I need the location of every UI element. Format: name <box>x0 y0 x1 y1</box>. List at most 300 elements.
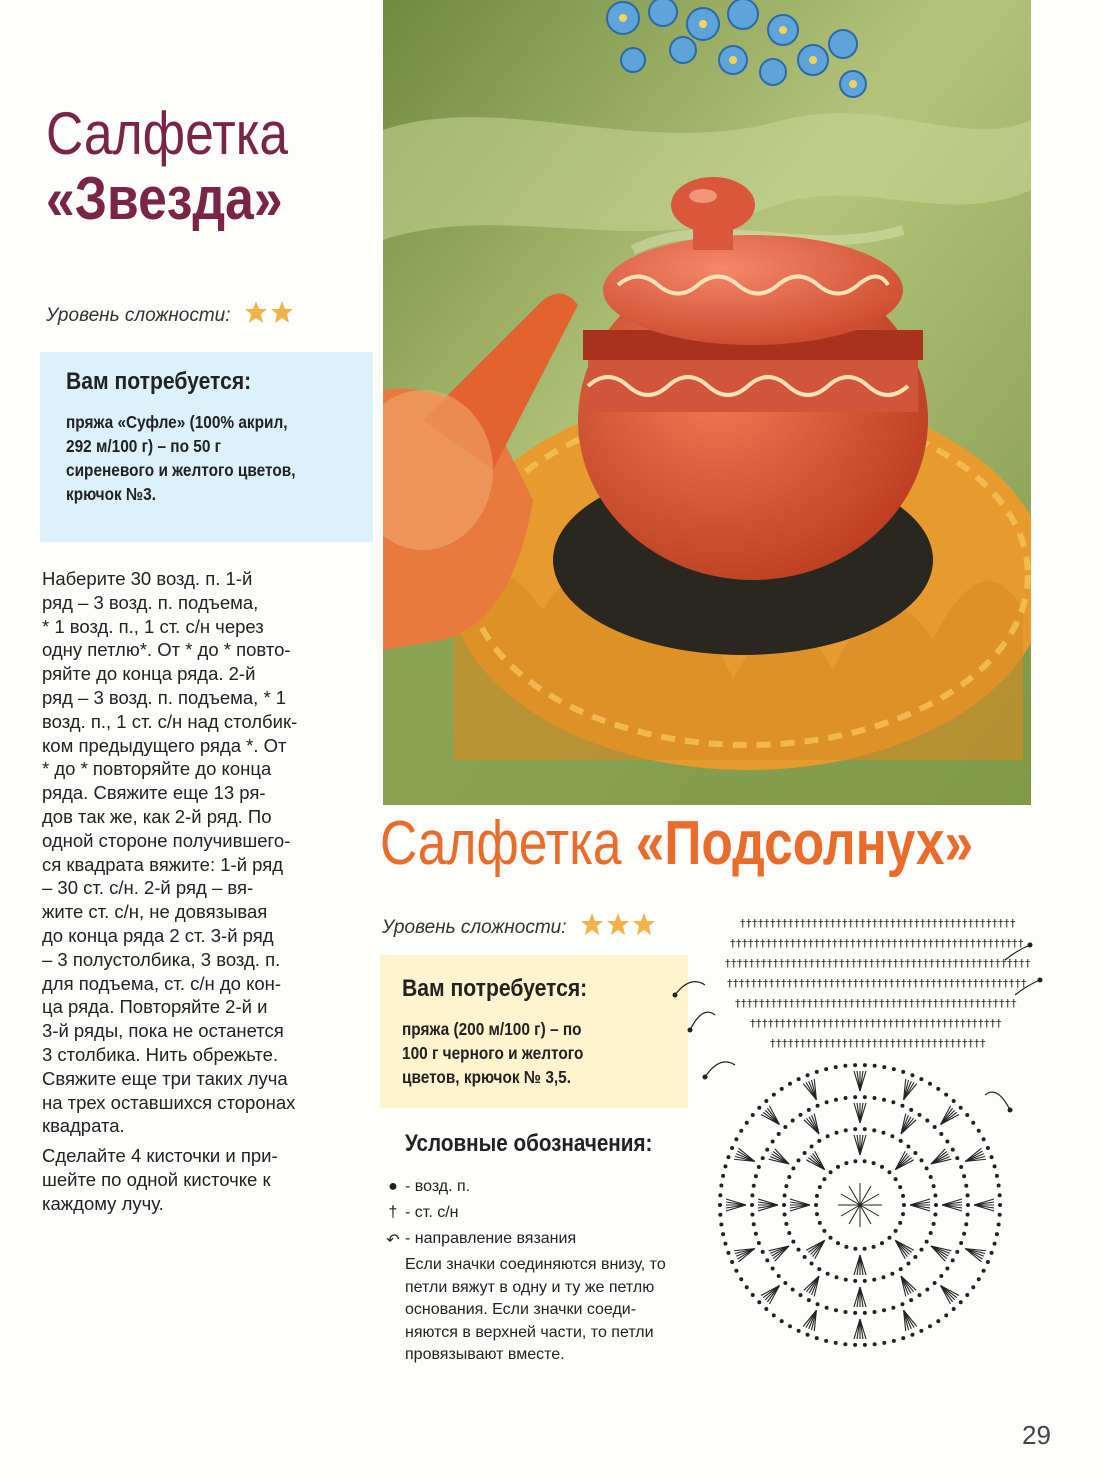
stitch-mark: † <box>925 977 931 990</box>
stitch-mark: † <box>1007 957 1013 970</box>
chain-dot <box>906 1144 910 1148</box>
stitch-mark: † <box>850 937 856 950</box>
instruction-line: квадрата. <box>42 1115 125 1137</box>
stitch-mark: † <box>756 1017 762 1030</box>
stitch-mark: † <box>940 937 946 950</box>
chain-dot <box>965 1113 969 1117</box>
stitch-mark: † <box>828 1017 834 1030</box>
stitch-mark: † <box>997 977 1003 990</box>
materials-line: цветов, крючок № 3,5. <box>402 1067 572 1087</box>
stitch-fan <box>854 1071 866 1091</box>
stitch-mark: † <box>796 937 802 950</box>
chain-dot <box>807 1108 811 1112</box>
arrow-head <box>703 1075 708 1080</box>
stitch-mark: † <box>1003 977 1009 990</box>
stitch-mark: † <box>742 937 748 950</box>
stitch-fan <box>891 1236 914 1259</box>
stitch-mark: † <box>822 1017 828 1030</box>
page-number: 29 <box>1022 1420 1051 1450</box>
chain-dot <box>872 1310 876 1314</box>
stitch-mark: † <box>748 937 754 950</box>
star-title-line2: «Звезда» <box>46 164 283 232</box>
chain-dot <box>910 1333 914 1337</box>
chain-dot <box>797 1158 801 1162</box>
stitch-mark: † <box>980 1037 986 1050</box>
stitch-fan <box>761 1281 784 1304</box>
stitch-mark: † <box>978 1017 984 1030</box>
stitch-mark: † <box>878 917 884 930</box>
stitch-mark: † <box>807 997 813 1010</box>
stitch-mark: † <box>922 937 928 950</box>
chain-dot <box>765 1258 769 1262</box>
stitch-mark: † <box>818 917 824 930</box>
stitch-mark: † <box>816 1017 822 1030</box>
chain-dot <box>810 1144 814 1148</box>
stitch-mark: † <box>894 1017 900 1030</box>
chain-dot <box>863 1247 867 1251</box>
stitch-mark: † <box>757 977 763 990</box>
chain-dot <box>745 1285 749 1289</box>
chain-dot <box>844 1128 848 1132</box>
stitch-mark: † <box>916 937 922 950</box>
stitch-mark: † <box>741 997 747 1010</box>
stitch-mark: † <box>794 1037 800 1050</box>
chain-dot <box>995 1174 999 1178</box>
chain-dot <box>825 1306 829 1310</box>
stitch-mark: † <box>902 1037 908 1050</box>
chain-dot <box>784 1222 788 1226</box>
stitch-mark: † <box>862 937 868 950</box>
stitch-mark: † <box>952 937 958 950</box>
chain-dot <box>835 1275 839 1279</box>
chain-dot <box>750 1213 754 1217</box>
stitch-mark: † <box>859 977 865 990</box>
stitch-mark: † <box>874 937 880 950</box>
stitch-mark: † <box>875 957 881 970</box>
stitch-mark: † <box>776 917 782 930</box>
stitch-mark: † <box>837 997 843 1010</box>
chain-dot <box>933 1193 937 1197</box>
stitch-mark: † <box>806 917 812 930</box>
chain-dot <box>772 1093 776 1097</box>
stitch-mark: † <box>812 917 818 930</box>
sunflower-difficulty-level <box>382 912 658 942</box>
chain-dot <box>890 1134 894 1138</box>
instruction-line: ком предыдущего ряда *. От <box>42 734 287 756</box>
stitch-mark: † <box>860 1037 866 1050</box>
stitch-mark: † <box>755 957 761 970</box>
chain-dot <box>944 1093 948 1097</box>
chain-dot <box>898 1221 902 1225</box>
stitch-mark: † <box>909 997 915 1010</box>
stitch-mark: † <box>832 937 838 950</box>
chain-dot <box>815 1212 819 1216</box>
chain-dot <box>844 1245 848 1249</box>
stitch-mark: † <box>870 1017 876 1030</box>
stitch-mark: † <box>956 917 962 930</box>
stitch-fan <box>896 1114 916 1137</box>
chain-dot <box>902 1203 906 1207</box>
materials-line: сиреневого и желтого цветов, <box>66 460 296 480</box>
chain-dot <box>807 1298 811 1302</box>
note-line: няются в верхней части, то петли <box>405 1323 654 1341</box>
chain-dot <box>919 1158 923 1162</box>
chain-dot <box>917 1293 921 1297</box>
chain-dot <box>730 1146 734 1150</box>
instruction-line: одной стороне получившего- <box>42 829 291 851</box>
stitch-mark: † <box>838 937 844 950</box>
instruction-line: для подъема, ст. с/н до кон- <box>42 972 282 994</box>
stitch-mark: † <box>851 957 857 970</box>
chain-dot <box>797 1329 801 1333</box>
sunflower-title-part1: Салфетка <box>380 809 636 878</box>
note-line: Если значки соединяются внизу, то <box>405 1256 666 1273</box>
chain-dot <box>834 1308 838 1312</box>
stitch-mark: † <box>949 977 955 990</box>
stitch-mark: † <box>818 1037 824 1050</box>
stitch-mark: † <box>903 997 909 1010</box>
stitch-mark: † <box>984 1017 990 1030</box>
chain-dot <box>777 1132 781 1136</box>
stitch-mark: † <box>758 917 764 930</box>
stitch-mark: † <box>919 977 925 990</box>
stitch-mark: † <box>790 937 796 950</box>
stitch-mark: † <box>969 997 975 1010</box>
chain-dot <box>791 1119 795 1123</box>
stitch-mark: † <box>864 1017 870 1030</box>
chain-dot <box>750 1203 754 1207</box>
chain-dot <box>836 1165 840 1169</box>
stitch-mark: † <box>945 997 951 1010</box>
direction-arrow <box>985 1092 1010 1110</box>
stitch-mark: † <box>777 997 783 1010</box>
stitch-fan <box>804 1273 824 1296</box>
chain-dot <box>939 1274 943 1278</box>
chain-dot <box>955 1156 959 1160</box>
chain-dot <box>929 1175 933 1179</box>
chain-dot <box>853 1063 857 1067</box>
chain-dot <box>815 1336 819 1340</box>
stitch-mark: † <box>948 1017 954 1030</box>
chain-dot <box>787 1175 791 1179</box>
stitch-fan <box>936 1106 959 1129</box>
stitch-mark: † <box>781 977 787 990</box>
chain-dot <box>873 1342 877 1346</box>
chain-dot <box>966 1193 970 1197</box>
stitch-fan <box>942 1199 962 1211</box>
stitch-mark: † <box>848 1037 854 1050</box>
stitch-mark: † <box>924 1017 930 1030</box>
stitch-mark: † <box>918 1017 924 1030</box>
legend-label: - ст. с/н <box>405 1204 459 1221</box>
stitch-mark: † <box>826 937 832 950</box>
stitch-mark: † <box>917 957 923 970</box>
stitch-mark: † <box>727 977 733 990</box>
chain-dot <box>853 1127 857 1131</box>
stitch-mark: † <box>759 997 765 1010</box>
stitch-mark: † <box>995 957 1001 970</box>
chain-dot <box>816 1302 820 1306</box>
stitch-mark: † <box>854 917 860 930</box>
chain-dot <box>739 1277 743 1281</box>
stitch-mark: † <box>911 957 917 970</box>
stitch-mark: † <box>843 997 849 1010</box>
stitch-mark: † <box>929 957 935 970</box>
curved-arrow-icon: ↶ <box>386 1232 400 1249</box>
chain-dot <box>834 1065 838 1069</box>
materials-heading: Вам потребуется: <box>402 975 588 1002</box>
stitch-mark: † <box>809 957 815 970</box>
stitch-mark: † <box>900 1017 906 1030</box>
chain-dot <box>925 1287 929 1291</box>
stitch-mark: † <box>905 957 911 970</box>
stitch-mark: † <box>823 977 829 990</box>
chain-dot <box>945 1140 949 1144</box>
sunflower-materials-box <box>380 955 688 1108</box>
stitch-mark: † <box>963 997 969 1010</box>
stitch-mark: † <box>947 957 953 970</box>
chain-dot <box>932 1184 936 1188</box>
stitch-mark: † <box>951 997 957 1010</box>
chain-dot <box>803 1151 807 1155</box>
chain-dot <box>803 1255 807 1259</box>
stitch-mark: † <box>824 1037 830 1050</box>
stitch-mark: † <box>976 937 982 950</box>
stitch-mark: † <box>764 917 770 930</box>
stitch-mark: † <box>770 1037 776 1050</box>
stitch-mark: † <box>1004 917 1010 930</box>
chain-dot <box>964 1222 968 1226</box>
materials-text <box>402 1017 648 1089</box>
stitch-mark: † <box>983 957 989 970</box>
stitch-mark: † <box>884 1037 890 1050</box>
chain-dot <box>863 1063 867 1067</box>
chain-dot <box>925 1240 929 1244</box>
instruction-line: ряд – 3 возд. п. подъема, <box>42 591 259 613</box>
stitch-mark: † <box>856 937 862 950</box>
stitch-mark: † <box>805 977 811 990</box>
stitch-mark: † <box>820 937 826 950</box>
stitch-fan <box>769 1149 792 1169</box>
instruction-line: одну петлю*. От * до * повто- <box>42 639 291 661</box>
stitch-mark: † <box>812 1037 818 1050</box>
stitch-mark: † <box>867 997 873 1010</box>
chain-dot <box>853 1247 857 1251</box>
stitch-mark: † <box>999 997 1005 1010</box>
chain-dot <box>787 1231 791 1235</box>
chain-dot <box>880 1241 884 1245</box>
stitch-mark: † <box>855 997 861 1010</box>
dot-icon: ● <box>388 1178 398 1195</box>
instruction-line: 3-й ряды, пока не останется <box>42 1020 284 1042</box>
stitch-mark: † <box>754 937 760 950</box>
chain-dot <box>901 1212 905 1216</box>
chain-dot <box>836 1241 840 1245</box>
stitch-mark: † <box>883 977 889 990</box>
note-line: провязывают вместе. <box>405 1346 565 1363</box>
chain-dot <box>882 1341 886 1345</box>
chain-dot <box>791 1240 795 1244</box>
legend-label: - направление вязания <box>405 1230 577 1247</box>
chain-dot <box>751 1293 755 1297</box>
instruction-line: дов так же, как 2-й ряд. По <box>42 805 272 827</box>
stitch-mark: † <box>954 1017 960 1030</box>
stitch-mark: † <box>802 937 808 950</box>
stitch-mark: † <box>915 997 921 1010</box>
chain-dot <box>757 1241 761 1245</box>
chain-dot <box>783 1213 787 1217</box>
stitch-mark: † <box>938 1037 944 1050</box>
stitch-mark: † <box>986 917 992 930</box>
stitch-mark: † <box>890 917 896 930</box>
chain-dot <box>990 1251 994 1255</box>
stitch-fan <box>974 1199 994 1211</box>
chain-dot <box>998 1213 1002 1217</box>
stitch-mark: † <box>751 977 757 990</box>
chain-dot <box>751 1113 755 1117</box>
chain-dot <box>998 1193 1002 1197</box>
stitch-mark: † <box>968 1037 974 1050</box>
stitch-fan <box>803 1079 822 1102</box>
chain-dot <box>797 1248 801 1252</box>
stitch-mark: † <box>857 957 863 970</box>
chain-dot <box>933 1213 937 1217</box>
materials-text <box>66 410 321 506</box>
chain-dot <box>959 1300 963 1304</box>
chain-dot <box>882 1308 886 1312</box>
stitch-mark: † <box>942 1017 948 1030</box>
product-photo <box>383 0 1031 805</box>
stitch-mark: † <box>841 977 847 990</box>
stitch-mark: † <box>923 957 929 970</box>
stitch-mark: † <box>811 977 817 990</box>
chain-dot <box>887 1170 891 1174</box>
stitch-mark: † <box>848 917 854 930</box>
difficulty-stars <box>244 300 296 330</box>
chain-dot <box>982 1137 986 1141</box>
instruction-line: ряда. Свяжите еще 13 ря- <box>42 782 266 804</box>
chain-dot <box>995 1232 999 1236</box>
stitch-mark: † <box>858 1017 864 1030</box>
instruction-line: каждому лучу. <box>42 1192 164 1214</box>
stitch-mark: † <box>965 957 971 970</box>
star-icon <box>606 912 630 936</box>
star-icon <box>270 300 294 324</box>
chain-dot <box>863 1127 867 1131</box>
stitch-mark: † <box>845 957 851 970</box>
stitch-mark: † <box>933 997 939 1010</box>
difficulty-label: Уровень сложности: <box>46 305 231 326</box>
chain-dot <box>853 1279 857 1283</box>
stitch-mark: † <box>765 997 771 1010</box>
stitch-mark: † <box>821 957 827 970</box>
stitch-mark: † <box>762 1017 768 1030</box>
stitch-mark: † <box>950 1037 956 1050</box>
stitch-mark: † <box>854 1037 860 1050</box>
stitch-mark: † <box>980 917 986 930</box>
chain-dot <box>723 1242 727 1246</box>
chain-dot <box>721 1174 725 1178</box>
stitch-mark: † <box>932 917 938 930</box>
stitch-mark: † <box>891 997 897 1010</box>
stitch-fan <box>854 1135 866 1155</box>
arrow-head <box>673 993 678 998</box>
stitch-mark: † <box>956 1037 962 1050</box>
stitch-mark: † <box>866 1037 872 1050</box>
chain-dot <box>959 1165 963 1169</box>
stitch-mark: † <box>730 937 736 950</box>
chain-dot <box>891 1306 895 1310</box>
instruction-line: ся квадрата вяжите: 1-й ряд <box>42 853 284 875</box>
chain-dot <box>844 1310 848 1314</box>
chain-dot <box>783 1125 787 1129</box>
chain-dot <box>898 1185 902 1189</box>
chain-dot <box>784 1184 788 1188</box>
chain-dot <box>910 1073 914 1077</box>
chain-dot <box>959 1106 963 1110</box>
chain-dot <box>822 1177 826 1181</box>
stitch-mark: † <box>936 1017 942 1030</box>
chain-dot <box>982 1269 986 1273</box>
stitch-mark: † <box>920 917 926 930</box>
stitch-mark: † <box>970 937 976 950</box>
chain-dot <box>772 1313 776 1317</box>
stitch-mark: † <box>981 997 987 1010</box>
stitch-mark: † <box>913 977 919 990</box>
chain-dot <box>913 1255 917 1259</box>
chain-dot <box>761 1156 765 1160</box>
stitch-mark: † <box>962 1037 968 1050</box>
instruction-line: ца ряда. Повторяйте 2-й и <box>42 996 268 1018</box>
stitch-mark: † <box>773 957 779 970</box>
stitch-mark: † <box>771 997 777 1010</box>
stitch-mark: † <box>1015 977 1021 990</box>
stitch-mark: † <box>788 1037 794 1050</box>
stitch-fan <box>854 1319 866 1339</box>
chain-dot <box>817 1267 821 1271</box>
chain-dot <box>894 1229 898 1233</box>
stitch-mark: † <box>988 937 994 950</box>
stitch-mark: † <box>991 977 997 990</box>
stitch-mark: † <box>810 1017 816 1030</box>
stitch-mark: † <box>839 957 845 970</box>
chain-dot <box>933 1125 937 1129</box>
stitch-mark: † <box>998 917 1004 930</box>
stitch-fan <box>734 1148 757 1167</box>
stitch-mark: † <box>778 937 784 950</box>
stitch-mark: † <box>737 957 743 970</box>
stitch-mark: † <box>881 957 887 970</box>
stitch-fan <box>896 1273 916 1296</box>
chain-dot <box>757 1300 761 1304</box>
stitch-mark: † <box>824 917 830 930</box>
stitch-fan <box>898 1308 917 1331</box>
chain-dot <box>771 1140 775 1144</box>
chain-dot <box>726 1251 730 1255</box>
stitch-mark: † <box>898 937 904 950</box>
stitch-fan <box>804 1114 824 1137</box>
stitch-fan <box>726 1199 746 1211</box>
chain-dot <box>853 1159 857 1163</box>
instruction-line: * 1 возд. п., 1 ст. с/н через <box>42 615 264 637</box>
chain-dot <box>824 1339 828 1343</box>
chain-dot <box>936 1319 940 1323</box>
star-icon <box>580 912 604 936</box>
chain-dot <box>909 1298 913 1302</box>
instruction-line: Сделайте 4 кисточки и при- <box>42 1145 278 1167</box>
chain-dot <box>952 1099 956 1103</box>
stitch-mark: † <box>840 1017 846 1030</box>
